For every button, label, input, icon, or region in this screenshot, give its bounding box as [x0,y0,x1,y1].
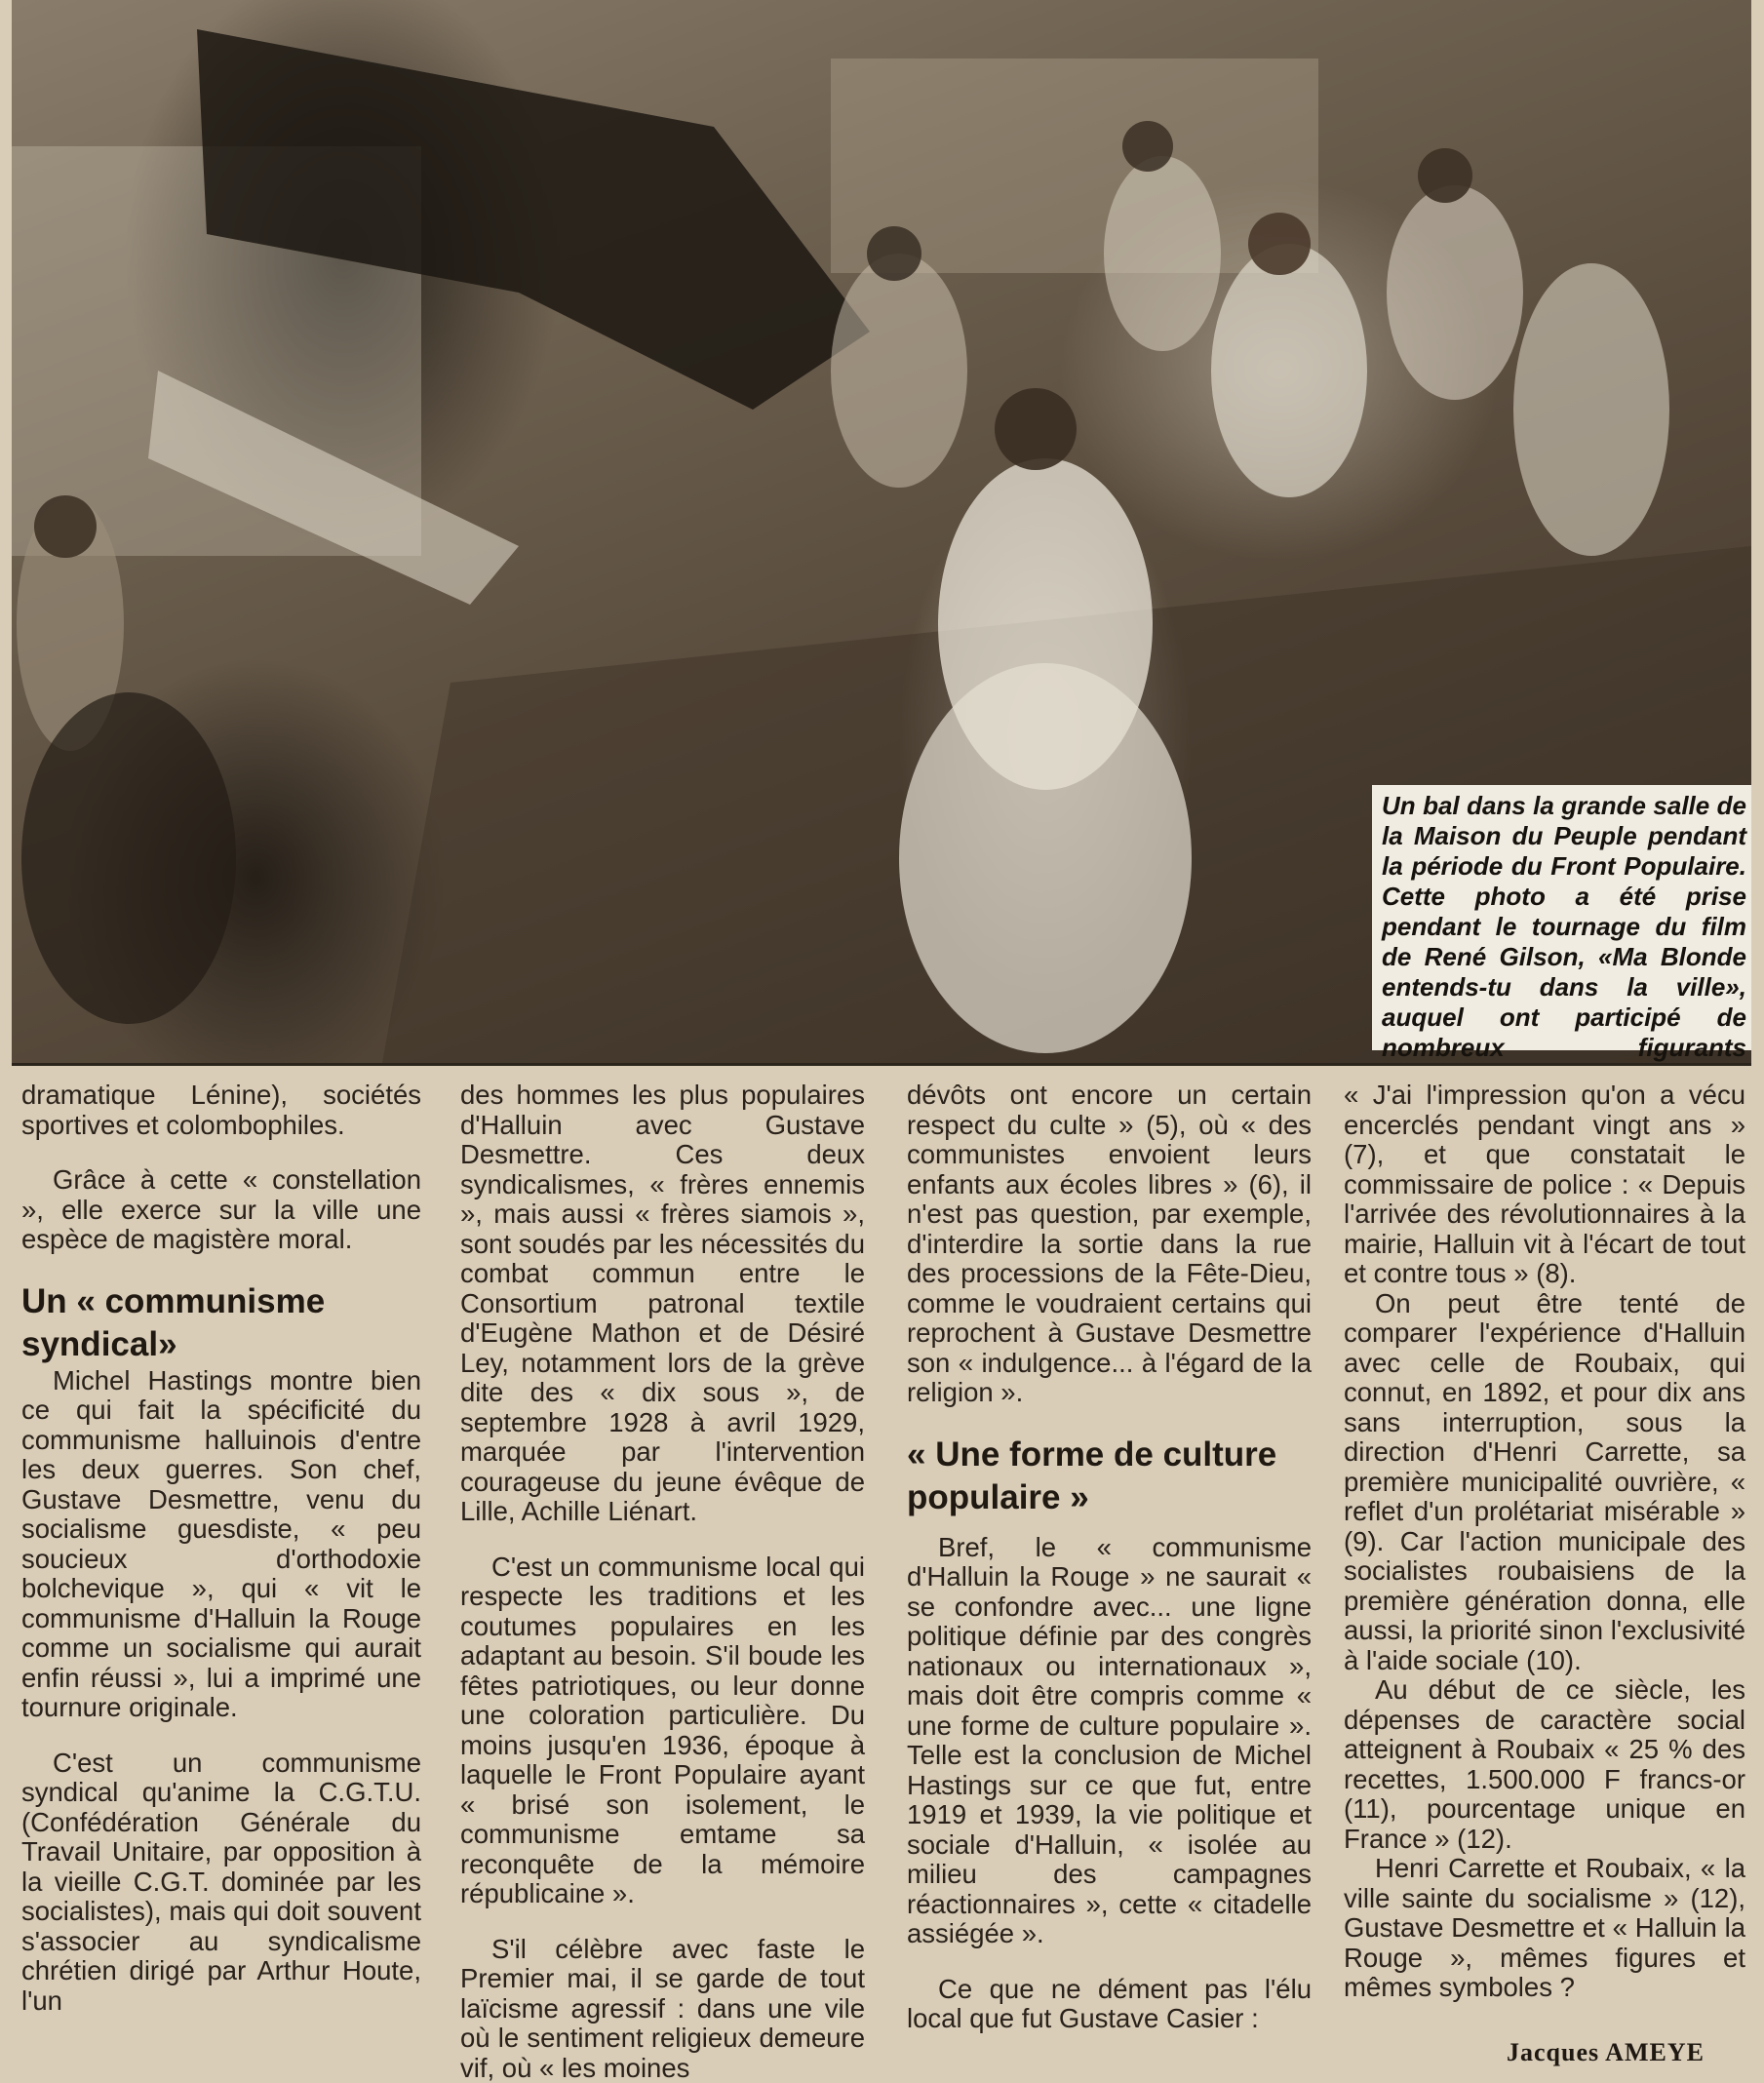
article-column-2 [460,1081,865,2083]
paragraph: Au début de ce siècle, les dépenses de caractère social atteignent à Roubaix « 25 % des recettes, 1.500.000 F francs-or (11), pourcentage unique en France » (12). [1344,1675,1745,1854]
paragraph: S'il célèbre avec faste le Premier mai, il se garde de tout laïcisme agressif : dans une vile où le sentiment religieux demeure vif, où « les moines [460,1935,865,2083]
paragraph: des hommes les plus populaires d'Halluin avec Gustave Desmettre. Ces deux syndicalismes, « frères ennemis », mais aussi « frères siamois », sont soudés par les nécessités du combat commun entre le Consortium patronal textile d'Eugène Mathon et de Désiré Ley, notamment lors de la grève dite des « dix sous », de septembre 1928 à avril 1929, marquée par l'intervention courageuse du jeune évêque de Lille, Achille Liénart. [460,1081,865,1527]
paragraph: dramatique Lénine), sociétés sportives et colombophiles. [21,1081,421,1140]
paragraph: Bref, le « communisme d'Halluin la Rouge » ne saurait « se confondre avec... une ligne politique définie par des congrès nationaux ou internationaux », mais doit être compris comme « une forme de culture populaire ». Telle est la conclusion de Michel Hastings sur ce que fut, entre 1919 et 1939, la vie politique et sociale d'Halluin, « isolée au milieu des campagnes réactionnaires », cette « citadelle assiégée ». [907,1533,1312,1949]
paragraph: dévôts ont encore un certain respect du culte » (5), où « des communistes envoient leurs enfants aux écoles libres » (6), il n'est pas question, par exemple, d'interdire la sortie dans la rue des processions de la Fête-Dieu, comme le voudraient certains qui reprochent à Gustave Desmettre son « indulgence... à l'égard de la religion ». [907,1081,1312,1408]
paragraph: Henri Carrette et Roubaix, « la ville sainte du socialisme » (12), Gustave Desmettre et « Halluin la Rouge », mêmes figures et mêmes symboles ? [1344,1854,1745,2003]
section-heading: « Une forme de culture populaire » [907,1434,1312,1519]
paragraph: C'est un communisme syndical qu'anime la C.G.T.U. (Confédération Générale du Travail Unitaire, par opposition à la vieille C.G.T. dominée par les socialistes), mais qui doit souvent s'associer au syndicalisme chrétien dirigé par Arthur Houte, l'un [21,1749,421,2017]
photo-caption: Un bal dans la grande salle de la Maison du Peuple pendant la période du Front Populaire. Cette photo a été prise pendant le tournage du film de René Gilson, «Ma Blonde entends-tu dans la ville», auquel ont participé de nombreux figurants [1372,785,1751,1050]
author-signature: Jacques AMEYE [1507,2038,1705,2067]
ballroom-photo [12,0,1751,1066]
paragraph: Michel Hastings montre bien ce qui fait la spécificité du communisme halluinois d'entre les deux guerres. Son chef, Gustave Desmettre, venu du socialisme guesdiste, « peu soucieux d'orthodoxie bolchevique », qui « vit le communisme d'Halluin la Rouge comme un socialisme qui aurait enfin réussi », lui a imprimé une tournure originale. [21,1366,421,1723]
paragraph: On peut être tenté de comparer l'expérience d'Halluin avec celle de Roubaix, qui connut, en 1892, et pour dix ans sans interruption, sous la direction d'Henri Carrette, sa première municipalité ouvrière, « reflet d'un prolétariat misérable » (9). Car l'action municipale des socialistes roubaisiens de la première génération donna, elle aussi, la priorité sinon l'exclusivité à l'aide sociale (10). [1344,1289,1745,1676]
paragraph: « J'ai l'impression qu'on a vécu encerclés pendant vingt ans » (7), et que constatait le commissaire de police : « Depuis l'arrivée des révolutionnaires à la mairie, Halluin vit à l'écart de tout et contre tous » (8). [1344,1081,1745,1289]
section-heading: Un « communisme syndical» [21,1280,421,1366]
article-column-4 [1344,1081,1745,2003]
article-column-3 [907,1081,1312,2034]
article-column-1 [21,1081,421,2016]
paragraph: Grâce à cette « constellation », elle exerce sur la ville une espèce de magistère moral. [21,1165,421,1255]
paragraph: Ce que ne dément pas l'élu local que fut Gustave Casier : [907,1975,1312,2034]
paragraph: C'est un communisme local qui respecte les traditions et les coutumes populaires en les adaptant au besoin. S'il boude les fêtes patriotiques, ou leur donne une coloration particulière. Du moins jusqu'en 1936, époque à laquelle le Front Populaire ayant « brisé son isolement, le communisme emtame sa reconquête de la mémoire républicaine ». [460,1552,865,1909]
